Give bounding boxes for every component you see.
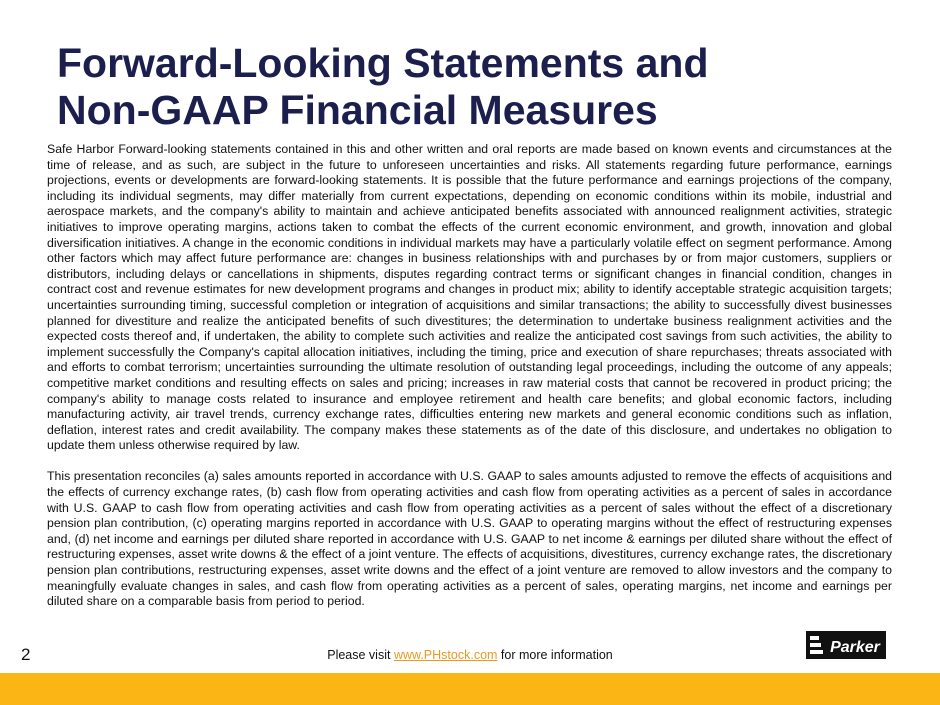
safe-harbor-paragraph: Safe Harbor Forward-looking statements contained in this and other written and oral reports are made based on known events and circumstances at the time of release, and as such, are subject in the future to unforeseen uncertainties and risks. All statements regarding future performance, earnings projections, events or developments are forward-looking statements. It is possible that the future performance and earnings projections of the company, including its individual segments, may differ materially from current expectations, depending on economic conditions within its mobile, industrial and aerospace markets, and the company's ability to maintain and achieve anticipated benefits associated with announced realignment activities, strategic initiatives to improve operating margins, actions taken to combat the effects of the current economic environment, and growth, innovation and global diversification initiatives. A change in the economic conditions in individual markets may have a particularly volatile effect on segment performance. Among other factors which may affect future performance are: changes in business relationships with and purchases by or from major customers, suppliers or distributors, including delays or cancellations in shipments, disputes regarding contract terms or significant changes in financial condition, changes in contract cost and revenue estimates for new development programs and changes in product mix; ability to identify acceptable strategic acquisition targets; uncertainties surrounding timing, successful completion or integration of acquisitions and similar transactions; the ability to successfully divest businesses planned for divestiture and realize the anticipated benefits of such divestitures; the determination to undertake business realignment activities and the expected costs thereof and, if undertaken, the ability to complete such activities and realize the anticipated cost savings from such activities, the ability to implement successfully the Company's capital allocation initiatives, including the timing, price and execution of share repurchases; threats associated with and efforts to combat terrorism; uncertainties surrounding the ultimate resolution of outstanding legal proceedings, including the outcome of any appeals; competitive market conditions and resulting effects on sales and pricing; increases in raw material costs that cannot be recovered in product pricing; the company's ability to manage costs related to insurance and employee retirement and health care benefits; and global economic factors, including manufacturing activity, air travel trends, currency exchange rates, difficulties entering new markets and general economic conditions such as inflation, deflation, interest rates and credit availability. The company makes these statements as of the date of this disclosure, and undertakes no obligation to update them unless otherwise required by law. (47, 142, 892, 453)
non-gaap-paragraph: This presentation reconciles (a) sales amounts reported in accordance with U.S. GAAP to sales amounts adjusted to remove the effects of acquisitions and the effects of currency exchange rates, (b) cash flow from operating activities and cash flow from operating activities as a percent of sales in accordance with U.S. GAAP to cash flow from operating activities and cash flow from operating activities as a percent of sales without the effect of a discretionary pension plan contribution, (c) operating margins reported in accordance with U.S. GAAP to operating margins without the effect of restructuring expenses and, (d) net income and earnings per diluted share reported in accordance with U.S. GAAP to net income & earnings per diluted share without the effect of restructuring expenses, asset write downs & the effect of a joint venture. The effects of acquisitions, divestitures, currency exchange rates, the discretionary pension plan contributions, restructuring expenses, asset write downs and the effect of a joint venture are removed to allow investors and the company to meaningfully evaluate changes in sales, and cash flow from operating activities as a percent of sales, operating margins, net income and earnings per diluted share on a comparable basis from period to period. (47, 469, 892, 609)
title-line-2: Non-GAAP Financial Measures (57, 87, 658, 133)
footer-prefix: Please visit (327, 648, 394, 662)
title-line-1: Forward-Looking Statements and (57, 40, 709, 86)
bottom-accent-bar (0, 673, 940, 705)
page-title (57, 40, 857, 134)
phstock-link[interactable]: www.PHstock.com (393, 648, 498, 662)
parker-logo-text: Parker (830, 639, 880, 656)
parker-logo-icon (806, 631, 886, 659)
body-text (47, 142, 892, 610)
footer-suffix: for more information (497, 648, 613, 662)
page-number: 2 (21, 645, 31, 664)
footer-note (0, 648, 940, 662)
